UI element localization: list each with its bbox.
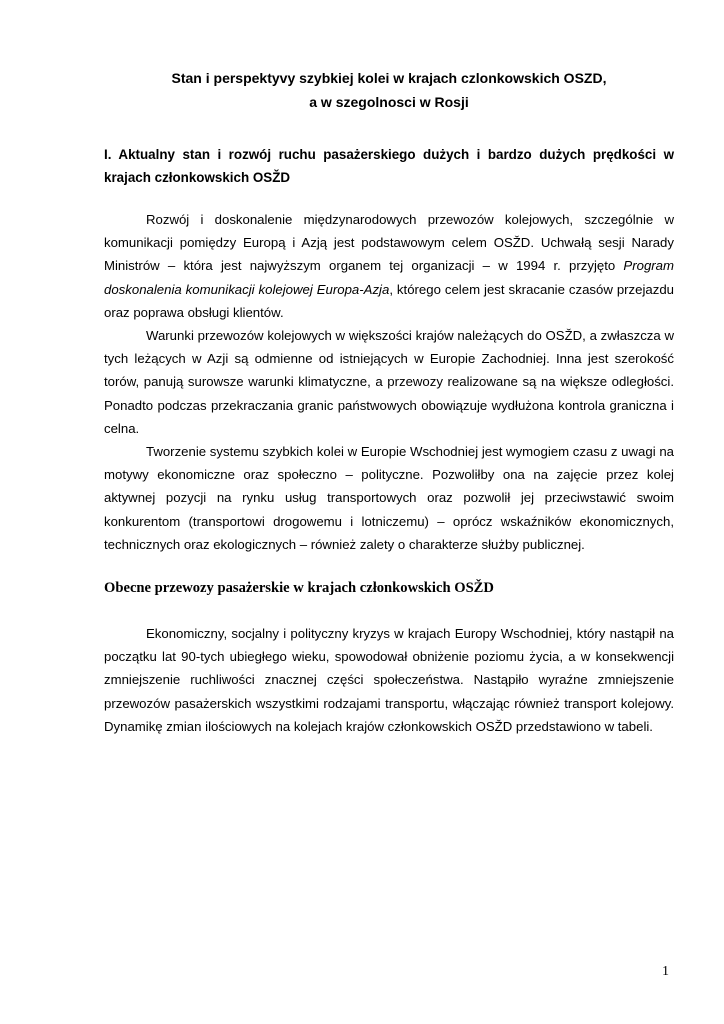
program-name: Program doskonalenia komunikacji kolejowej Europa-Azja (104, 258, 674, 297)
body-section-1 (104, 208, 674, 556)
paragraph-4: Ekonomiczny, socjalny i polityczny kryzys w krajach Europy Wschodniej, który nastąpił na początku lat 90-tych ubiegłego wieku, spowodował obniżenie poziomu życia, a w konsekwencji zmniejszenie ruchliwości znacznej części społeczeństwa. Nastąpiło wyraźne zmniejszenie przewozów pasażerskich wszystkimi rodzajami transportu, włączając również transport kolejowy. Dynamikę zmian ilościowych na kolejach krajów członkowskich OSŽD przedstawiono w tabeli. (104, 626, 674, 734)
document-title-line-2: a w szegolnosci w Rosji (309, 94, 469, 110)
subheading: Obecne przewozy pasażerskie w krajach członkowskich OSŽD (104, 580, 494, 596)
page-number: 1 (662, 964, 669, 979)
paragraph-1-text: Rozwój i doskonalenie międzynarodowych przewozów kolejowych, szczególnie w komunikacji pomiędzy Europą i Azją jest podstawowym celem OSŽD. Uchwałą sesji Narady Ministrów – która jest najwyższym organem tej organizacji – w 1994 r. przyjęto (104, 212, 674, 274)
body-section-2 (104, 622, 674, 738)
document-title-line-1: Stan i perspektyvy szybkiej kolei w krajach czlonkowskich OSZD, (171, 70, 607, 86)
paragraph-1 (104, 208, 674, 324)
paragraph-2: Warunki przewozów kolejowych w większości krajów należących do OSŽD, a zwłaszcza w tych leżących w Azji są odmienne od istniejących w Europie Zachodniej. Inna jest szerokość torów, panują surowsze warunki klimatyczne, a przewozy realizowane są na większe odległości. Ponadto podczas przekraczania granic państwowych obowiązuje wydłużona kontrola graniczna i celna. (104, 328, 674, 436)
section-heading: I. Aktualny stan i rozwój ruchu pasażerskiego dużych i bardzo dużych prędkości w krajach członkowskich OSŽD (104, 147, 674, 185)
paragraph-1-end: , którego celem jest skracanie czasów przejazdu oraz poprawa obsługi klientów. (104, 281, 674, 320)
paragraph-3: Tworzenie systemu szybkich kolei w Europie Wschodniej jest wymogiem czasu z uwagi na motywy ekonomiczne oraz społeczno – polityczne. Pozwoliłby ona na zajęcie przez kolej aktywnej pozycji na rynku usług transportowych oraz pozwolił jej przeciwstawić swoim konkurentom (transportowi drogowemu i lotniczemu) – oprócz wskaźników ekonomicznych, technicznych oraz ekologicznych – również zalety o charakterze służby publicznej. (104, 444, 674, 552)
